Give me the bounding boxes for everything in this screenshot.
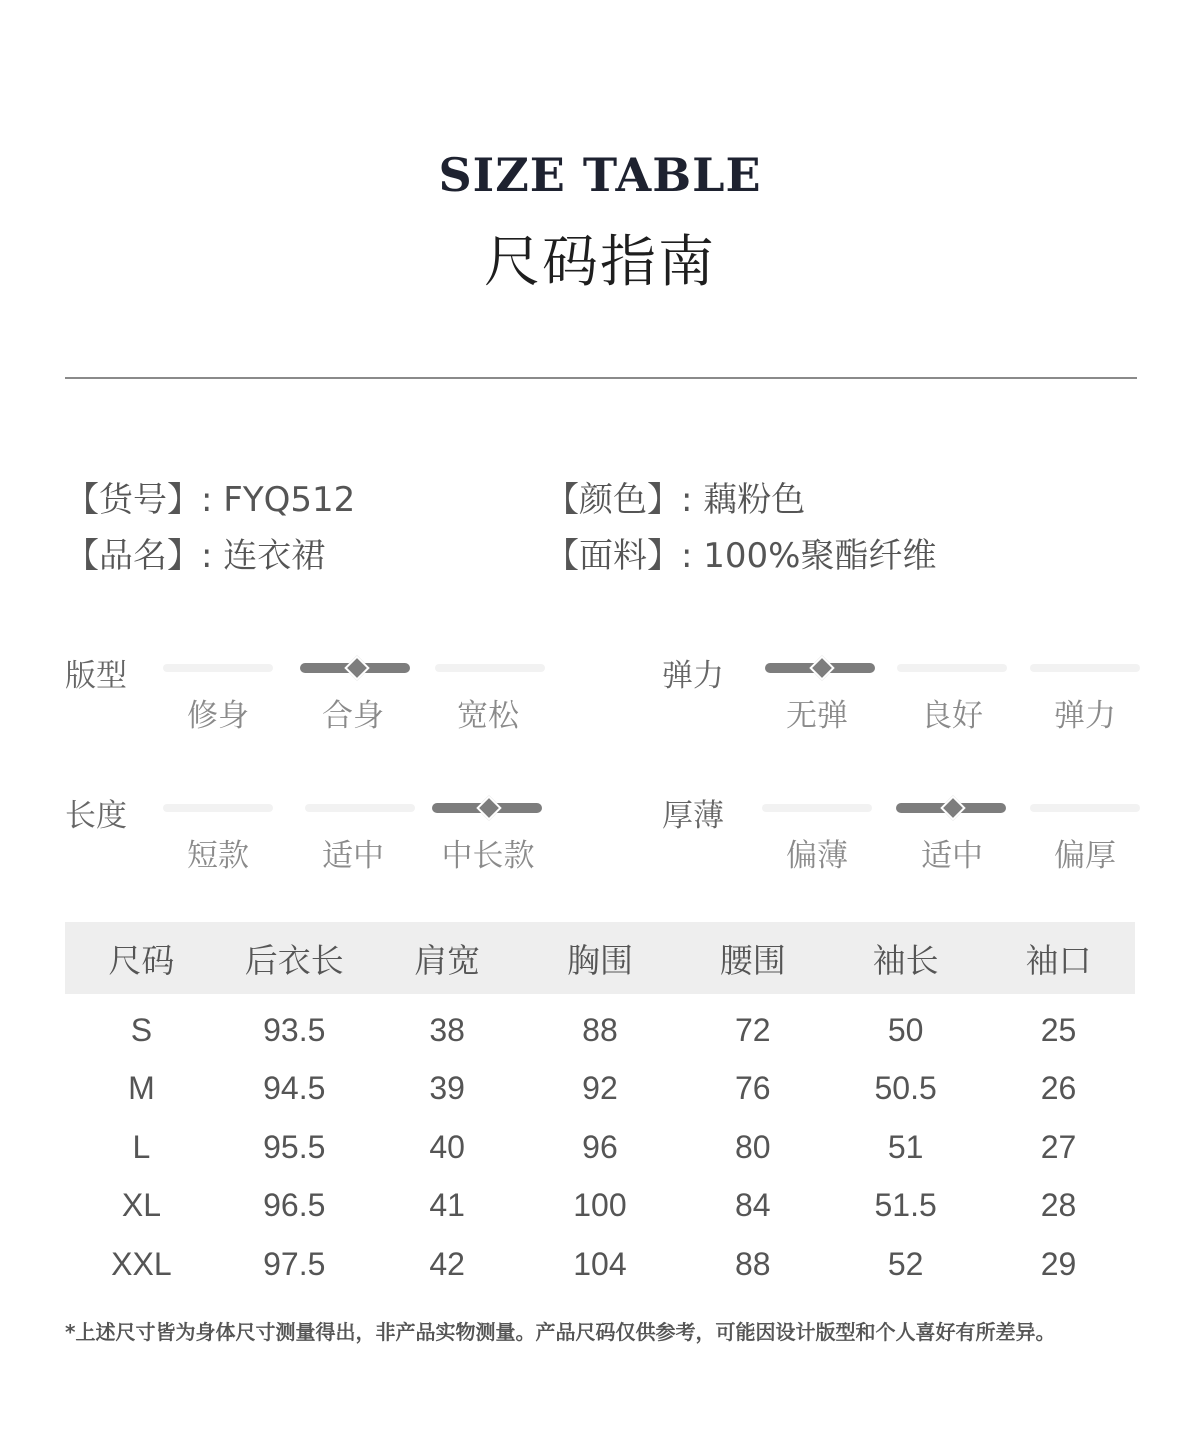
table-cell: XXL xyxy=(111,1245,172,1282)
divider-line xyxy=(65,377,1137,379)
header-waist: 腰围 xyxy=(676,922,829,994)
table-cell: S xyxy=(130,1011,153,1048)
attr-fit-bar-1 xyxy=(300,663,410,673)
table-cell: 38 xyxy=(429,1011,465,1048)
table-cell: 25 xyxy=(1040,1011,1077,1048)
table-cell: 94.5 xyxy=(263,1070,326,1107)
header-back-length: 后衣长 xyxy=(218,922,371,994)
attr-thickness-option-1: 适中 xyxy=(921,838,983,874)
attr-length-bar-2 xyxy=(432,803,542,813)
table-row xyxy=(65,1118,1135,1177)
attr-elasticity-bar-1 xyxy=(897,664,1007,672)
attr-fit-bar-0 xyxy=(163,664,273,672)
attr-thickness-label: 厚薄 xyxy=(662,798,724,834)
table-cell: 96 xyxy=(582,1128,618,1165)
attr-length-option-0: 短款 xyxy=(187,838,249,874)
table-cell: 27 xyxy=(1040,1128,1077,1165)
table-cell: 88 xyxy=(735,1245,771,1282)
info-name xyxy=(65,528,325,577)
table-cell: 26 xyxy=(1040,1070,1077,1107)
table-row xyxy=(65,994,1135,1060)
table-cell: 50.5 xyxy=(874,1070,937,1107)
info-item-no-label: 【货号】: xyxy=(65,480,213,520)
attr-thickness-option-0: 偏薄 xyxy=(786,838,848,874)
info-fabric-label: 【面料】: xyxy=(545,536,693,576)
attr-elasticity-label: 弹力 xyxy=(662,658,724,694)
attr-thickness-bar-2 xyxy=(1030,804,1140,812)
table-cell: 84 xyxy=(735,1187,771,1224)
attr-fit-option-1: 合身 xyxy=(322,698,384,734)
title-english: SIZE TABLE xyxy=(438,148,762,202)
table-cell: XL xyxy=(121,1187,161,1224)
table-cell: 51 xyxy=(887,1128,924,1165)
table-cell: 97.5 xyxy=(263,1245,326,1282)
table-row xyxy=(65,1235,1135,1294)
table-cell: L xyxy=(132,1128,151,1165)
attr-length-option-1: 适中 xyxy=(322,838,384,874)
header-cuff: 袖口 xyxy=(982,922,1135,994)
header-size: 尺码 xyxy=(65,922,218,994)
attr-length-option-2: 中长款 xyxy=(441,838,535,874)
attr-length-bar-0 xyxy=(163,804,273,812)
info-color-value: 藕粉色 xyxy=(703,480,806,520)
attr-thickness-bar-0 xyxy=(762,804,872,812)
attr-length-bar-1 xyxy=(305,804,415,812)
attr-elasticity-option-2: 弹力 xyxy=(1054,698,1116,734)
attr-elasticity-bar-0 xyxy=(765,663,875,673)
table-cell: 72 xyxy=(735,1011,771,1048)
table-cell: 104 xyxy=(573,1245,627,1282)
table-row xyxy=(65,1060,1135,1119)
table-cell: 93.5 xyxy=(263,1011,326,1048)
table-cell: M xyxy=(128,1070,155,1107)
table-cell: 29 xyxy=(1040,1245,1077,1282)
table-cell: 42 xyxy=(429,1245,465,1282)
attr-elasticity-option-0: 无弹 xyxy=(786,698,848,734)
attr-length-label: 长度 xyxy=(65,798,127,834)
attr-fit-option-2: 宽松 xyxy=(457,698,519,734)
footnote: *上述尺寸皆为身体尺寸测量得出，非产品实物测量。产品尺码仅供参考，可能因设计版型和个人喜好有所差异。 xyxy=(65,1320,1056,1344)
table-row xyxy=(65,1177,1135,1236)
selected-marker-icon xyxy=(476,795,501,820)
table-cell: 40 xyxy=(429,1128,465,1165)
attr-elasticity-option-1: 良好 xyxy=(921,698,983,734)
attr-elasticity-bar-2 xyxy=(1030,664,1140,672)
info-name-label: 【品名】: xyxy=(65,536,213,576)
attr-thickness-bar-1 xyxy=(896,803,1006,813)
info-item-no xyxy=(65,472,355,521)
selected-marker-icon xyxy=(344,655,369,680)
info-fabric-value: 100%聚酯纤维 xyxy=(703,536,937,576)
attr-thickness-option-2: 偏厚 xyxy=(1054,838,1116,874)
table-cell: 41 xyxy=(429,1187,465,1224)
selected-marker-icon xyxy=(809,655,834,680)
info-name-value: 连衣裙 xyxy=(223,536,326,576)
title-chinese: 尺码指南 xyxy=(484,230,716,295)
info-color-label: 【颜色】: xyxy=(545,480,693,520)
table-cell: 76 xyxy=(735,1070,771,1107)
table-cell: 96.5 xyxy=(263,1187,326,1224)
size-table xyxy=(65,922,1135,1294)
header-shoulder: 肩宽 xyxy=(371,922,524,994)
attr-fit-option-0: 修身 xyxy=(187,698,249,734)
table-cell: 52 xyxy=(887,1245,924,1282)
selected-marker-icon xyxy=(940,795,965,820)
attr-fit-label: 版型 xyxy=(65,658,127,694)
table-cell: 50 xyxy=(887,1011,924,1048)
table-cell: 28 xyxy=(1040,1187,1077,1224)
table-cell: 92 xyxy=(582,1070,618,1107)
info-color xyxy=(545,472,805,521)
table-cell: 95.5 xyxy=(263,1128,326,1165)
info-item-no-value: FYQ512 xyxy=(223,480,356,520)
info-fabric xyxy=(545,528,936,577)
header-sleeve-length: 袖长 xyxy=(829,922,982,994)
table-cell: 88 xyxy=(582,1011,618,1048)
table-cell: 100 xyxy=(573,1187,627,1224)
table-cell: 39 xyxy=(429,1070,465,1107)
table-cell: 80 xyxy=(735,1128,771,1165)
attr-fit-bar-2 xyxy=(435,664,545,672)
header-bust: 胸围 xyxy=(524,922,677,994)
size-table-header-row xyxy=(65,922,1135,994)
table-cell: 51.5 xyxy=(874,1187,937,1224)
